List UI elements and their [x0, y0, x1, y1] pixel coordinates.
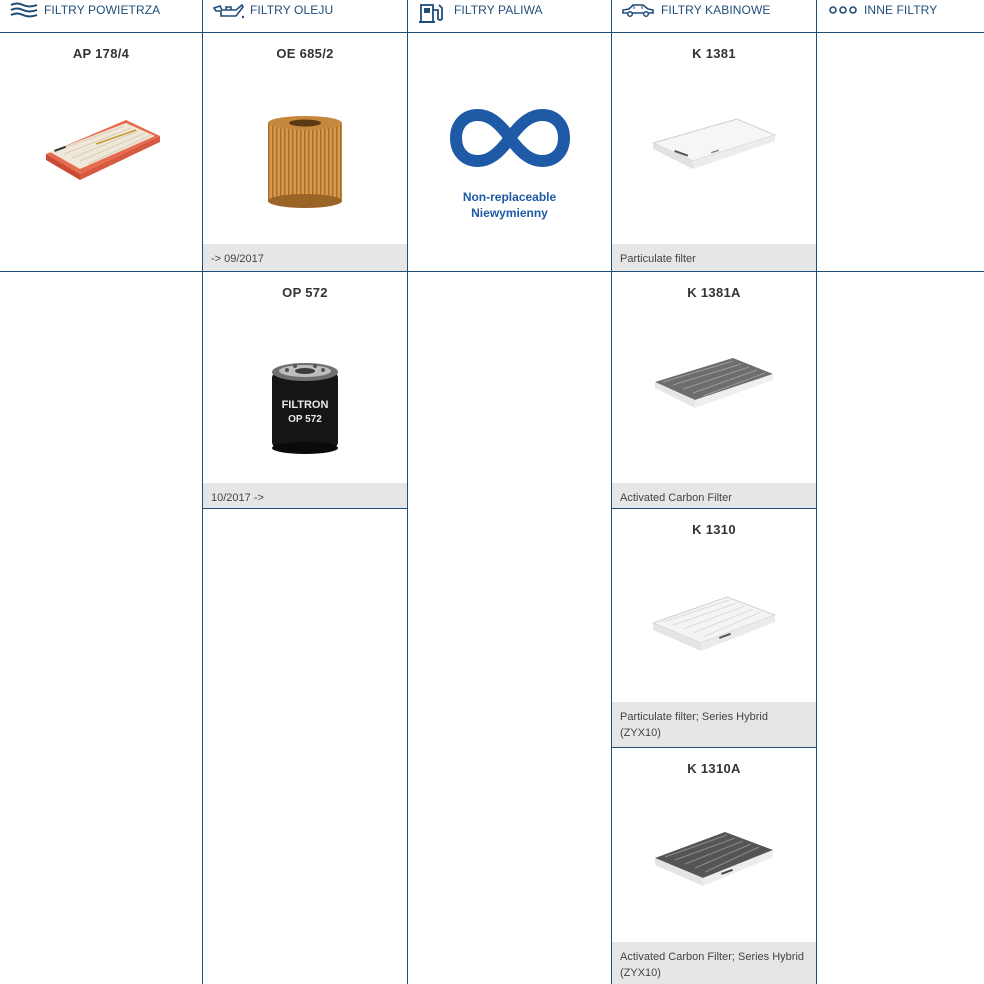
- row-divider: [0, 271, 984, 272]
- oil-filter-cartridge-image: [203, 113, 407, 209]
- tab-label: FILTRY PALIWA: [454, 3, 543, 17]
- product-card-oil[interactable]: [203, 33, 407, 271]
- spin-on-oil-filter-image: [203, 356, 407, 456]
- product-description: Activated Carbon Filter: [612, 483, 816, 508]
- tab-other-filters[interactable]: [828, 0, 984, 32]
- product-card-cabin[interactable]: [612, 748, 816, 984]
- product-code: K 1381: [692, 46, 736, 61]
- category-tabs: [0, 0, 984, 33]
- product-card-cabin[interactable]: [612, 509, 816, 747]
- tab-label: FILTRY POWIETRZA: [44, 3, 161, 17]
- circles-icon: [828, 2, 864, 18]
- product-card-fuel: [408, 33, 611, 271]
- carbon-cabin-filter-image: [612, 354, 816, 416]
- fuel-pump-icon: [418, 2, 454, 24]
- product-code: K 1310A: [687, 761, 741, 776]
- tab-cabin-filters[interactable]: [621, 0, 815, 32]
- product-description: Activated Carbon Filter; Series Hybrid (ZYX10): [612, 942, 816, 984]
- nonreplaceable-label-pl: Niewymienny: [471, 206, 548, 220]
- product-description: Particulate filter; Series Hybrid (ZYX10): [612, 702, 816, 747]
- carbon-cabin-filter-image: [612, 828, 816, 894]
- product-code: AP 178/4: [72, 46, 130, 61]
- tab-fuel-filters[interactable]: [418, 0, 610, 32]
- infinity-icon: [408, 107, 611, 169]
- tab-air-filters[interactable]: [10, 0, 200, 32]
- row-divider: [203, 508, 407, 509]
- filter-model-text: OP 572: [288, 414, 322, 425]
- nonreplaceable-label-en: Non-replaceable: [462, 190, 557, 204]
- product-card-air[interactable]: [0, 33, 202, 271]
- cabin-filter-image: [612, 115, 816, 175]
- product-card-cabin[interactable]: [612, 33, 816, 271]
- tab-label: FILTRY KABINOWE: [661, 3, 771, 17]
- validity-note: -> 09/2017: [203, 244, 407, 271]
- tab-oil-filters[interactable]: [212, 0, 406, 32]
- product-description: Particulate filter: [612, 244, 816, 271]
- air-filter-image: [0, 108, 202, 188]
- validity-note: 10/2017 ->: [203, 483, 407, 508]
- oil-can-icon: [212, 2, 250, 20]
- product-code: OP 572: [282, 285, 328, 300]
- product-code: K 1381A: [687, 285, 741, 300]
- car-icon: [621, 2, 661, 18]
- air-waves-icon: [10, 2, 44, 18]
- tab-label: INNE FILTRY: [864, 3, 938, 17]
- column-divider: [816, 0, 817, 984]
- cabin-filter-image: [612, 593, 816, 659]
- product-card-oil[interactable]: [203, 272, 407, 508]
- product-code: K 1310: [692, 522, 736, 537]
- tab-label: FILTRY OLEJU: [250, 3, 334, 17]
- filter-brand-text: FILTRON: [281, 399, 329, 411]
- product-code: OE 685/2: [276, 46, 334, 61]
- product-card-cabin[interactable]: [612, 272, 816, 508]
